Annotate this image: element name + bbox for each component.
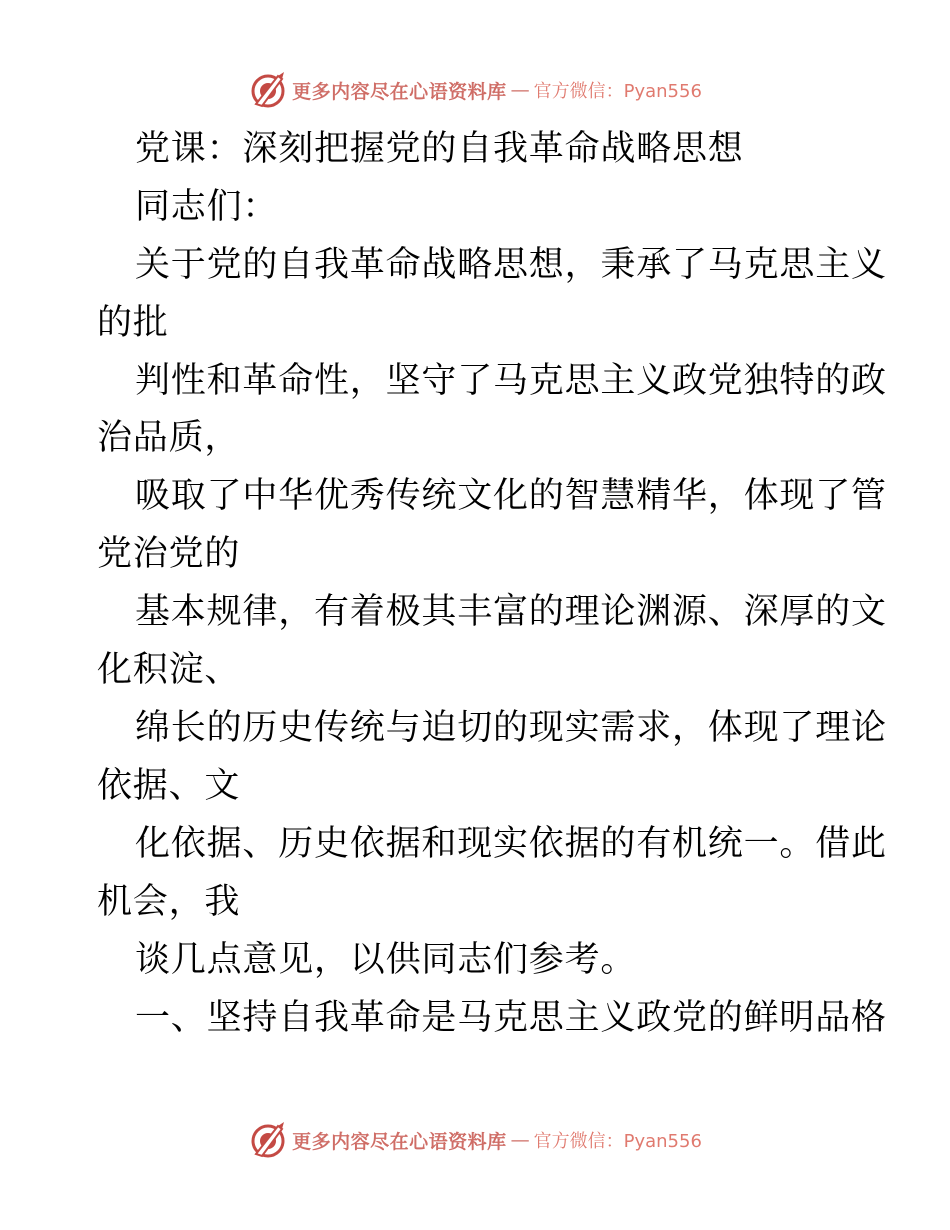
text-line: 依据、文 [97, 766, 241, 806]
watermark-wechat: 官方微信：Pyan556 [533, 81, 702, 102]
text-line: 党治党的 [97, 534, 241, 574]
text-line: 机会，我 [97, 882, 241, 922]
text-line: 化积淀、 [97, 650, 241, 690]
watermark-wechat: 官方微信：Pyan556 [533, 1131, 702, 1152]
text-line: 关于党的自我革命战略思想，秉承了马克思主义 [135, 245, 887, 285]
text-line: 基本规律，有着极其丰富的理论渊源、深厚的文 [135, 592, 887, 632]
text-line: 的批 [97, 303, 169, 343]
pen-logo-icon [248, 70, 288, 110]
text-line: 同志们： [135, 187, 279, 227]
text-line: 谈几点意见，以供同志们参考。 [135, 940, 637, 980]
pen-logo-icon [248, 1120, 288, 1160]
text-line: 绵长的历史传统与迫切的现实需求，体现了理论 [135, 708, 887, 748]
watermark-separator: — [510, 79, 530, 101]
section-heading: 一、坚持自我革命是马克思主义政党的鲜明品格 [135, 998, 887, 1038]
footer-watermark [0, 1118, 950, 1162]
text-line: 吸取了中华优秀传统文化的智慧精华，体现了管 [135, 476, 887, 516]
text-line: 化依据、历史依据和现实依据的有机统一。借此 [135, 824, 887, 864]
text-line: 治品质， [97, 418, 241, 458]
text-line: 判性和革命性，坚守了马克思主义政党独特的政 [135, 361, 887, 401]
watermark-text: 更多内容尽在心语资料库 [292, 1130, 507, 1153]
document-title: 党课：深刻把握党的自我革命战略思想 [135, 129, 744, 169]
header-watermark [0, 68, 950, 112]
watermark-separator: — [510, 1129, 530, 1151]
watermark-text: 更多内容尽在心语资料库 [292, 80, 507, 103]
